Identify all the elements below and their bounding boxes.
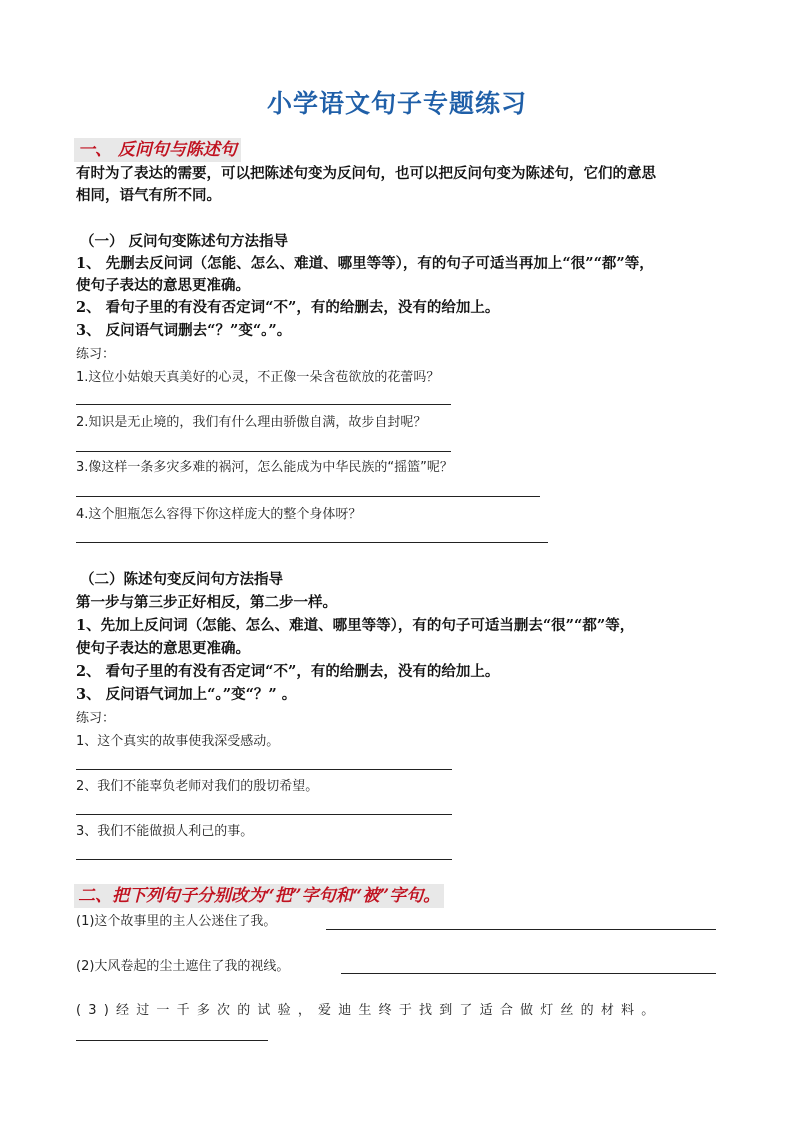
part-1-step-2: 2、 看句子里的有没有否定词“不”，有的给删去，没有的给加上。 [76,299,500,316]
part-2-step-1-line-1: 1、先加上反问词（怎能、怎么、难道、哪里等等），有的句子可适当删去“很”“都”等， [76,617,635,634]
section-1-heading: 一、 反问句与陈述句 [74,138,241,162]
part-1-answer-line-2[interactable] [76,451,451,452]
part-2-question-1: 1、这个真实的故事使我深受感动。 [76,734,280,749]
section-2-heading: 二、把下列句子分别改为“把”字句和“被”字句。 [74,884,444,908]
section-1-intro-line-1: 有时为了表达的需要，可以把陈述句变为反问句，也可以把反问句变为陈述句，它们的意思 [76,165,656,182]
part-2-practice-label: 练习： [76,711,116,726]
page-title: 小学语文句子专题练习 [266,89,527,118]
part-2-answer-line-1[interactable] [76,769,452,770]
part-1-question-1: 1.这位小姑娘天真美好的心灵，不正像一朵含苞欲放的花蕾吗？ [76,370,440,385]
part-2-step-2: 2、 看句子里的有没有否定词“不”，有的给删去，没有的给加上。 [76,663,500,680]
part-1-practice-label: 练习： [76,347,116,362]
section-2-answer-line-1[interactable] [326,929,716,930]
part-1-step-3: 3、 反问语气词删去“？”变“。”。 [76,322,292,339]
part-1-question-3: 3.像这样一条多灾多难的祸河，怎么能成为中华民族的“摇篮”呢？ [76,460,453,475]
part-2-question-3: 3、我们不能做损人利己的事。 [76,824,254,839]
section-2-question-1: (1)这个故事里的主人公迷住了我。 [76,914,277,929]
part-2-answer-line-3[interactable] [76,859,452,860]
part-2-step-3: 3、 反问语气词加上“。”变“？” 。 [76,686,297,703]
section-2-question-2: (2)大风卷起的尘土遮住了我的视线。 [76,959,290,974]
part-1-answer-line-1[interactable] [76,404,451,405]
part-2-note: 第一步与第三步正好相反，第二步一样。 [76,594,337,611]
section-1-intro-line-2: 相同，语气有所不同。 [76,187,221,204]
part-1-step-1-line-2: 使句子表达的意思更准确。 [76,277,250,294]
part-1-question-4: 4.这个胆瓶怎么容得下你这样庞大的整个身体呀？ [76,507,362,522]
part-2-step-1-line-2: 使句子表达的意思更准确。 [76,640,250,657]
section-2-question-3: (3)经过一千多次的试验，爱迪生终于找到了适合做灯丝的材料。 [76,1003,662,1018]
part-2-answer-line-2[interactable] [76,814,452,815]
part-2-question-2: 2、我们不能辜负老师对我们的殷切希望。 [76,779,319,794]
part-1-step-1-line-1: 1、 先删去反问词（怎能、怎么、难道、哪里等等），有的句子可适当再加上“很”“都”等， [76,255,654,272]
part-1-answer-line-3[interactable] [76,496,540,497]
part-2-heading: （二）陈述句变反问句方法指导 [80,571,283,588]
part-1-heading: （一） 反问句变陈述句方法指导 [80,233,289,250]
part-1-answer-line-4[interactable] [76,542,548,543]
part-1-question-2: 2.知识是无止境的，我们有什么理由骄傲自满，故步自封呢？ [76,415,427,430]
section-2-answer-line-2[interactable] [341,973,716,974]
section-2-answer-line-3[interactable] [76,1040,268,1041]
